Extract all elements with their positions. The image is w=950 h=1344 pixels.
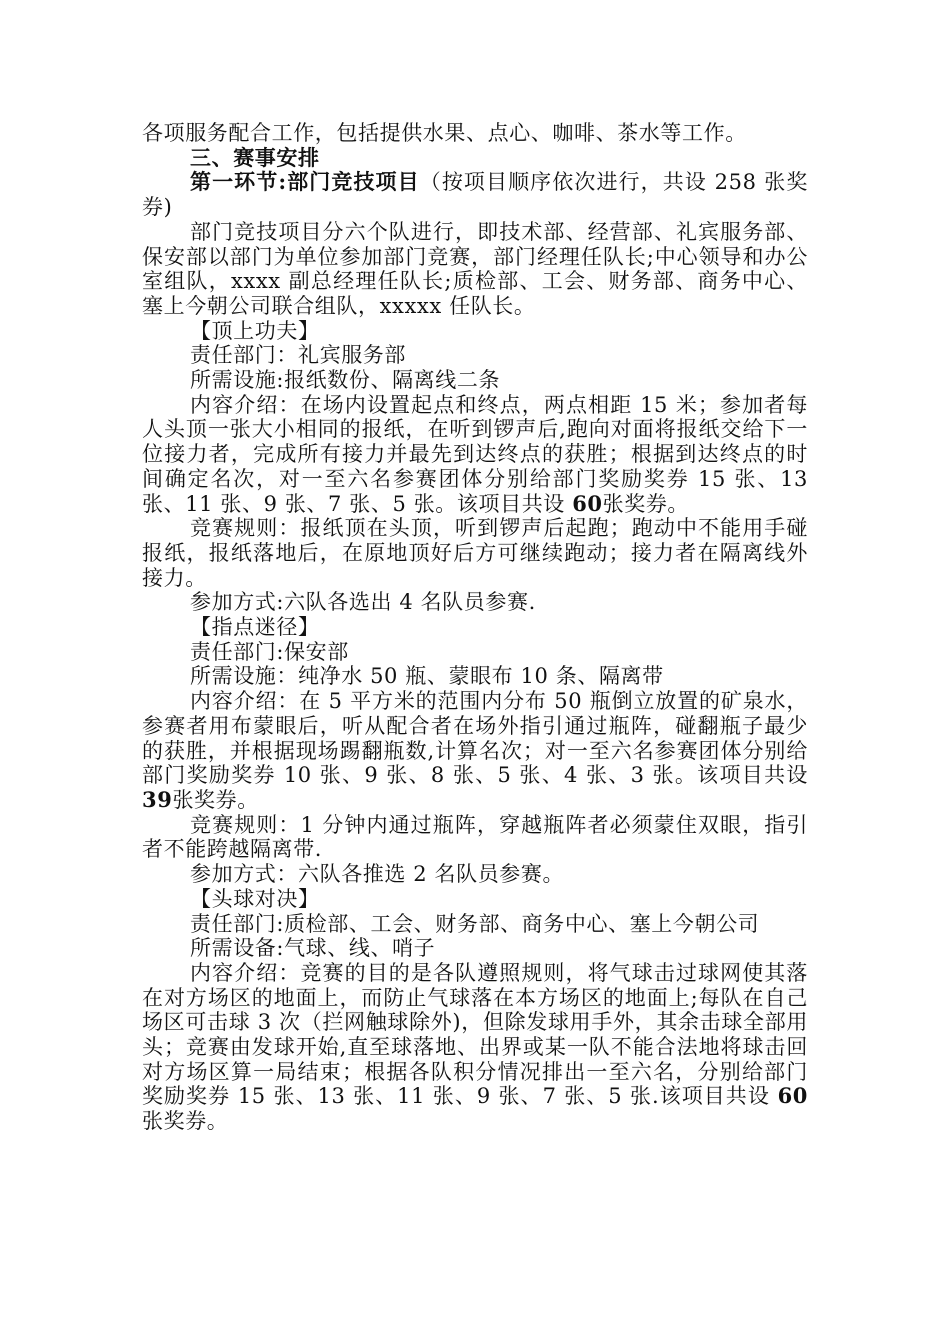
event2-rules: 竞赛规则：1 分钟内通过瓶阵，穿越瓶阵者必须蒙住双眼，指引者不能跨越隔离带. bbox=[142, 812, 808, 862]
phase1-note: （按项目顺序依次进行，共设 258 张奖券) bbox=[142, 170, 808, 220]
event3-content: 内容介绍：竞赛的目的是各队遵照规则，将气球击过球网使其落在对方场区的地面上，而防止气球落在本方场区的地面上;每队在自己场区可击球 3 次（拦网触球除外)，但除发球用手外，其余击球全部用头；竞赛由发球开始,直至球落地、出界或某一队不能合法地将球击回对方场区算一局结束；根据各队积分情况排出一至六名，分别给部门奖励奖券 15 张、13 张、11 张、9 张、7 张、5 张.该项目共设 60张奖券。 bbox=[142, 960, 808, 1134]
phase1-title: 第一环节:部门竞技项目 bbox=[190, 169, 420, 195]
event2-content: 内容介绍：在 5 平方米的范围内分布 50 瓶倒立放置的矿泉水，参赛者用布蒙眼后，听从配合者在场外指引通过瓶阵，碰翻瓶子最少的获胜，并根据现场踢翻瓶数,计算名次；对一至六名参赛团体分别给部门奖励奖券 10 张、9 张、8 张、5 张、4 张、3 张。该项目共设 39张奖券。 bbox=[142, 689, 808, 812]
event2-ticket-total: 39 bbox=[142, 786, 173, 812]
event1-name: 【顶上功夫】 bbox=[190, 318, 320, 343]
event3-name: 【头球对决】 bbox=[190, 886, 320, 911]
document-page bbox=[142, 121, 808, 1134]
intro-tail: 各项服务配合工作，包括提供水果、点心、咖啡、茶水等工作。 bbox=[142, 121, 747, 145]
event2-facilities: 所需设施：纯净水 50 瓶、蒙眼布 10 条、隔离带 bbox=[190, 664, 664, 689]
event1-facilities: 所需设施:报纸数份、隔离线二条 bbox=[190, 368, 501, 393]
event1-ticket-total: 60 bbox=[572, 490, 603, 516]
event1-dept: 责任部门：礼宾服务部 bbox=[190, 343, 406, 368]
section-heading: 三、赛事安排 bbox=[190, 144, 320, 170]
event2-method: 参加方式：六队各推选 2 名队员参赛。 bbox=[190, 862, 565, 887]
phase1-description: 部门竞技项目分六个队进行，即技术部、经营部、礼宾服务部、保安部以部门为单位参加部门竞赛，部门经理任队长;中心领导和办公室组队，xxxx 副总经理任队长;质检部、工会、财务部、商务中心、塞上今朝公司联合组队，xxxxx 任队长。 bbox=[142, 219, 808, 318]
event3-ticket-total: 60 bbox=[777, 1083, 808, 1109]
event3-facilities: 所需设备:气球、线、哨子 bbox=[190, 936, 436, 961]
phase1-heading bbox=[142, 170, 808, 219]
event2-name: 【指点迷径】 bbox=[190, 615, 320, 640]
event1-content: 内容介绍：在场内设置起点和终点，两点相距 15 米；参加者每人头顶一张大小相同的报纸，在听到锣声后,跑向对面将报纸交给下一位接力者，完成所有接力并最先到达终点的获胜；根据到达终点的时间确定名次，对一至六名参赛团体分别给部门奖励奖券 15 张、13 张、11 张、9 张、7 张、5 张。该项目共设 60张奖券。 bbox=[142, 392, 808, 516]
event1-method: 参加方式:六队各选出 4 名队员参赛. bbox=[190, 590, 536, 615]
event3-dept: 责任部门:质检部、工会、财务部、商务中心、塞上今朝公司 bbox=[190, 911, 760, 936]
event1-rules: 竞赛规则：报纸顶在头顶，听到锣声后起跑；跑动中不能用手碰报纸，报纸落地后，在原地顶好后方可继续跑动；接力者在隔离线外接力。 bbox=[142, 516, 808, 590]
event2-dept: 责任部门:保安部 bbox=[190, 639, 349, 664]
